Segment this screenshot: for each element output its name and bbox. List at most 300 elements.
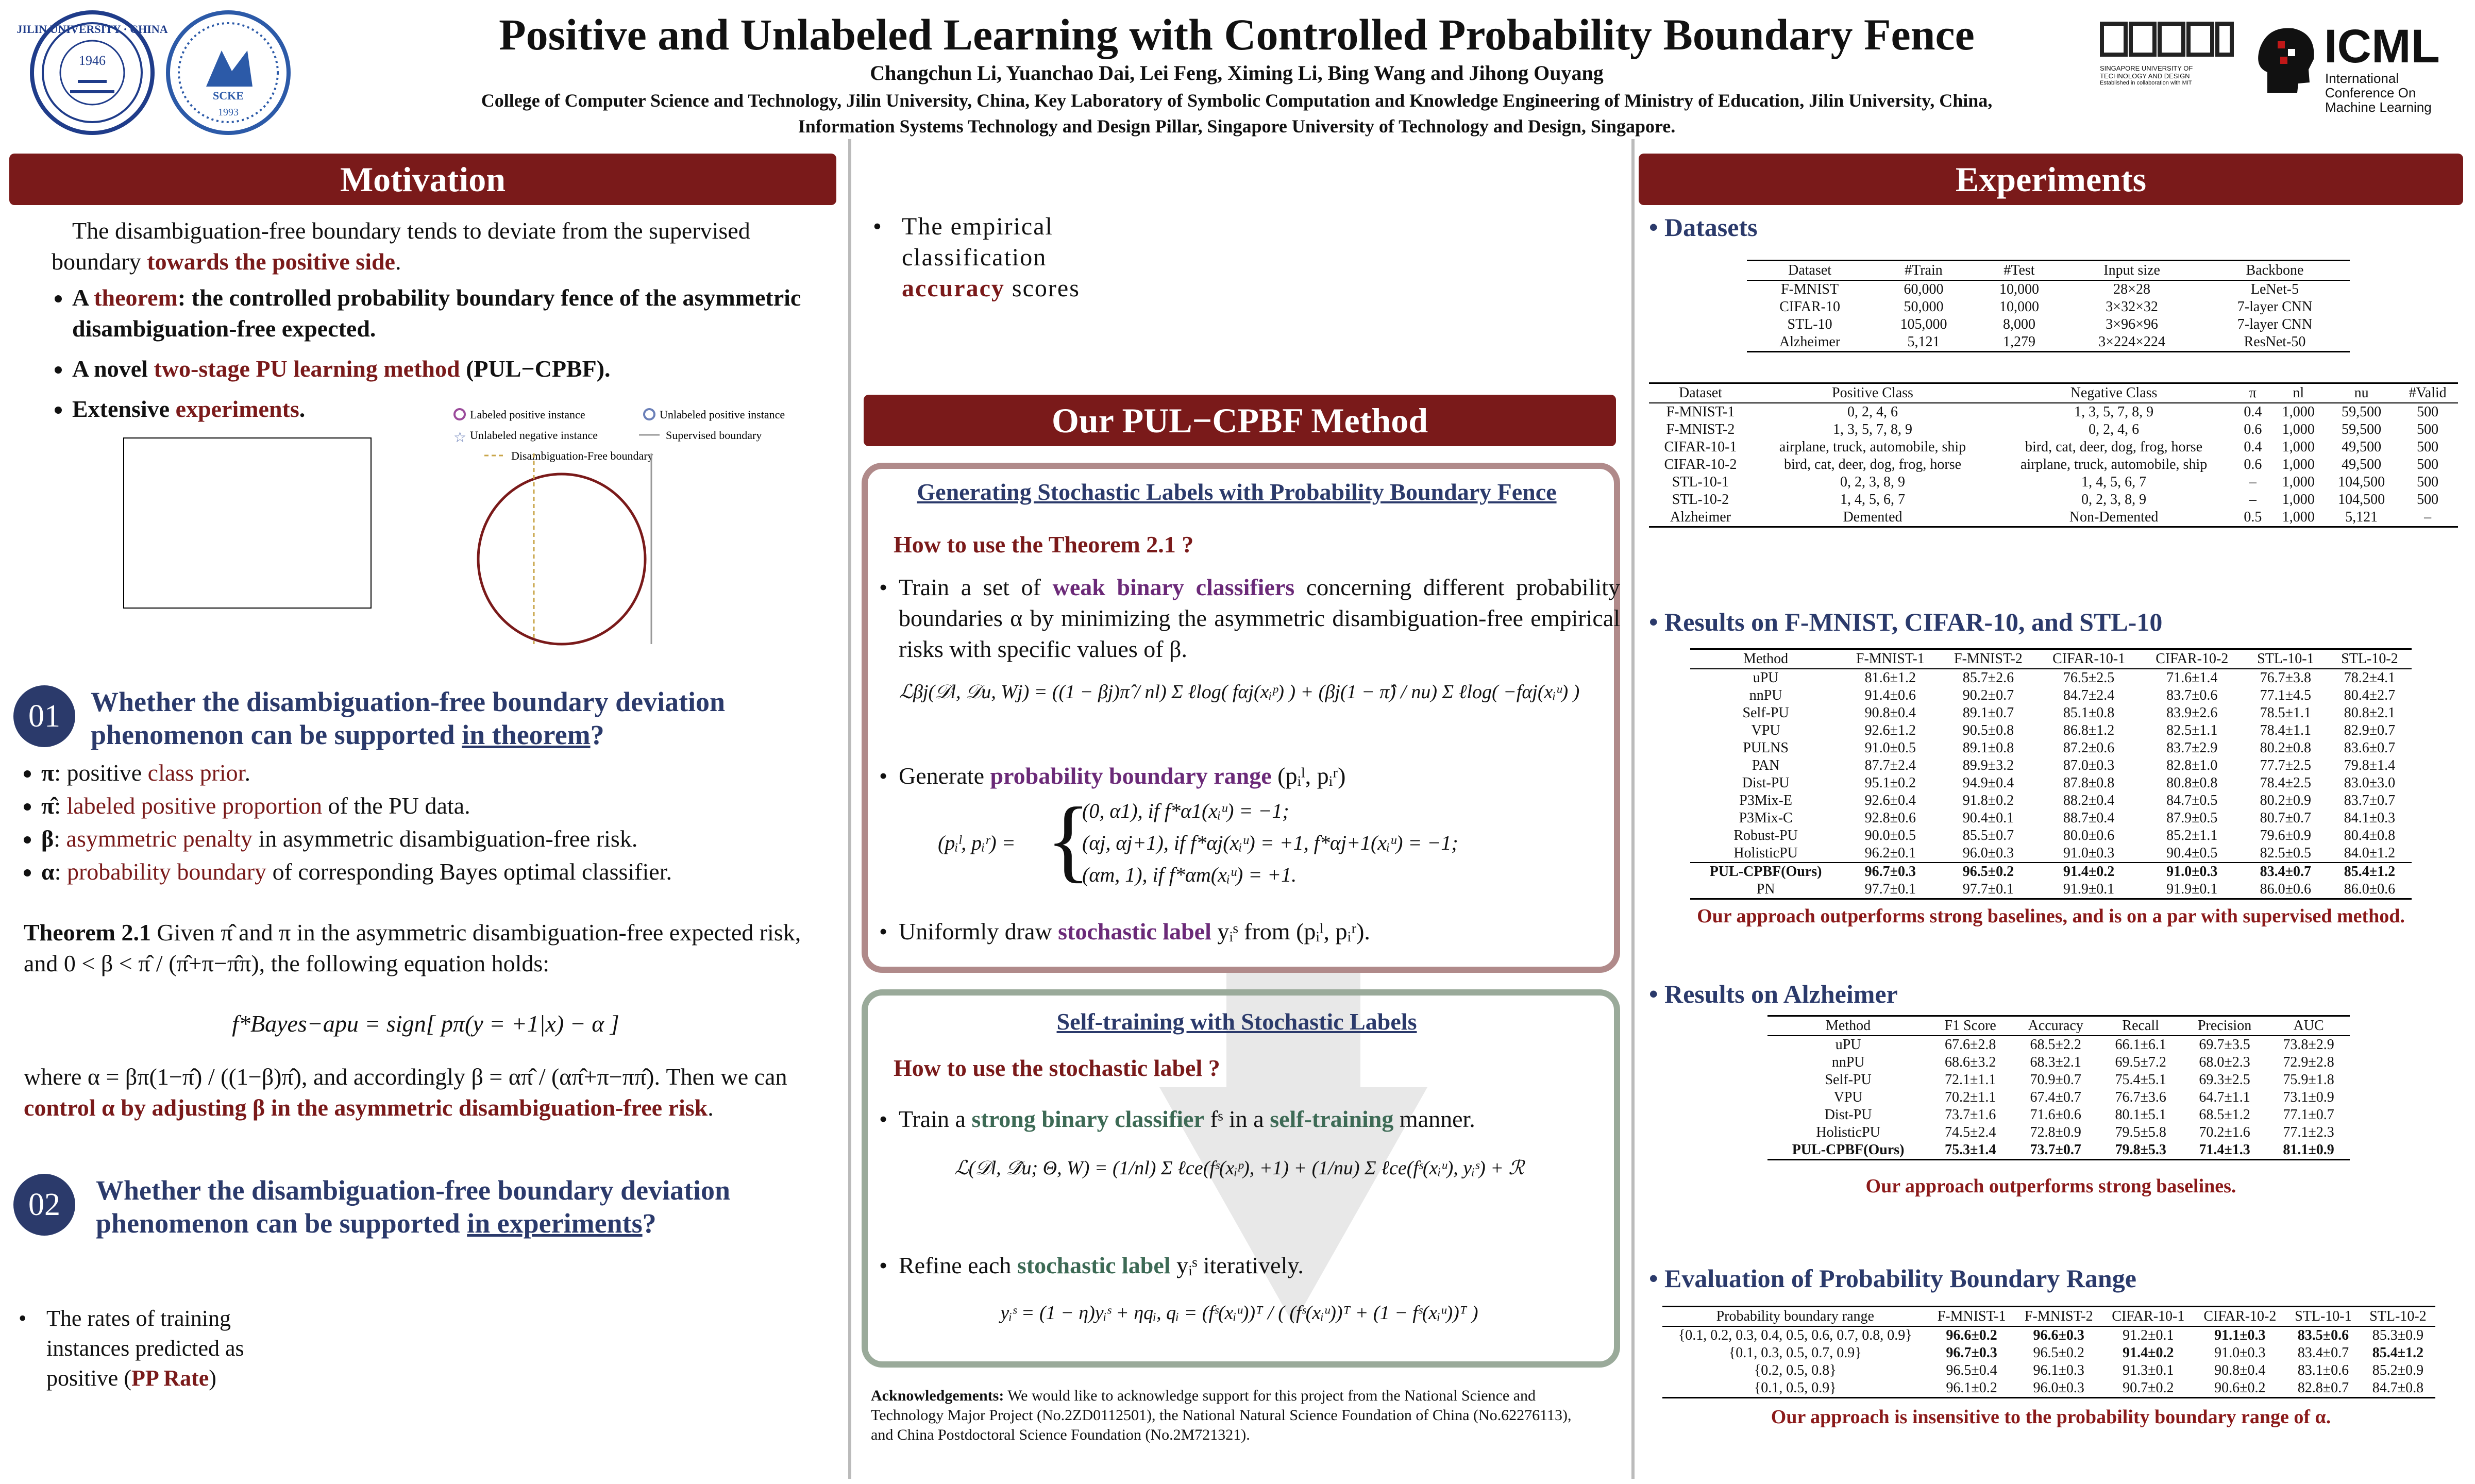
symbol-alpha: • α: probability boundary of corresponding Bayes optimal classifier.: [41, 856, 845, 887]
table-cell: 90.0±0.5: [1864, 828, 1916, 844]
table-cell: 500: [2417, 457, 2439, 473]
table-cell: 0, 2, 3, 8, 9: [1840, 474, 1905, 490]
table-cell: 97.7±0.1: [1841, 881, 1939, 899]
table-row: [1649, 509, 2458, 527]
table-cell: 87.7±2.4: [1864, 757, 1916, 773]
table-cell: 68.0±2.3: [2199, 1054, 2250, 1070]
table-cell: 1,000: [2271, 509, 2326, 527]
table-cell: 84.7±2.4: [2063, 687, 2115, 703]
table-header-row: [1767, 1016, 2350, 1036]
table-cell: 71.6±0.6: [2030, 1107, 2081, 1123]
table-cell: 83.7±0.6: [2166, 687, 2218, 703]
method-heading: Our PUL−CPBF Method: [864, 395, 1616, 446]
results-table: [1690, 648, 2412, 900]
sutd-subtitle: Established in collaboration with MIT: [2100, 80, 2192, 86]
table-cell: F-MNIST-2: [1666, 421, 1735, 437]
table-cell: 76.5±2.5: [2063, 670, 2115, 686]
table-cell: 82.5±1.1: [2166, 722, 2218, 738]
table-cell: 500: [2417, 492, 2439, 508]
cases-lhs: (pᵢˡ, pᵢʳ) =: [938, 831, 1016, 854]
table-cell: 74.5±2.4: [1945, 1124, 1996, 1140]
table-cell: 90.8±0.4: [2214, 1362, 2266, 1378]
table-cell: Self-PU: [1742, 705, 1789, 721]
table-cell: uPU: [1753, 670, 1779, 686]
table-cell: 86.8±1.2: [2063, 722, 2115, 738]
pp-rate-plots: [278, 1252, 845, 1474]
table-cell: 84.7±0.8: [2361, 1379, 2435, 1398]
table-header-cell: Negative Class: [1993, 383, 2234, 403]
table-cell: 1,279: [1975, 333, 2064, 352]
table-header-cell: Accuracy: [2012, 1016, 2099, 1036]
table-row: [1690, 722, 2412, 739]
box2-equation-2: yᵢˢ = (1 − η)yᵢˢ + ηqᵢ, qᵢ = (fˢ(xᵢᵘ))ᵀ / ( (fˢ(xᵢᵘ))ᵀ + (1 − fˢ(xᵢᵘ))ᵀ ): [1000, 1302, 1478, 1324]
table-row: [1662, 1379, 2435, 1398]
table-cell: 69.7±3.5: [2199, 1037, 2250, 1053]
table-cell: 0, 2, 4, 6: [2089, 421, 2140, 437]
legend-unl-neg: Unlabeled negative instance: [470, 429, 598, 442]
table-cell: 79.8±1.4: [2344, 757, 2396, 773]
table-cell: 90.4±0.1: [1962, 810, 2014, 826]
table-cell: 96.6±0.3: [2033, 1327, 2084, 1343]
table-cell: 10,000: [1999, 281, 2039, 297]
table-header-cell: AUC: [2267, 1016, 2350, 1036]
table-cell: 86.0±0.6: [2244, 881, 2328, 899]
table-cell: 91.3±0.1: [2123, 1362, 2174, 1378]
table-cell: 90.6±0.2: [2194, 1379, 2286, 1398]
table-cell: 87.2±0.6: [2063, 740, 2115, 756]
table-cell: Non-Demented: [1993, 509, 2234, 527]
table-row: [1690, 863, 2412, 881]
sutd-logo: [2100, 21, 2234, 98]
scke-logo-year: 1993: [218, 107, 239, 118]
poster-affiliation-1: College of Computer Science and Technology, Jilin University, China, Key Laboratory of Symbolic Computation and Knowledge Engineering of Ministry of Education, Jilin University, China,: [481, 90, 1993, 111]
accuracy-text: • The empirical classification accuracy scores: [873, 213, 1080, 302]
table-header-cell: CIFAR-10-1: [2102, 1307, 2194, 1327]
table-cell: 1, 3, 5, 7, 8, 9: [1832, 421, 1912, 437]
table-cell: 80.2±0.8: [2260, 740, 2312, 756]
table-cell: 73.1±0.9: [2283, 1089, 2334, 1105]
table-cell: 86.0±0.6: [2328, 881, 2412, 899]
table-cell: 500: [2417, 474, 2439, 490]
table-row: [1767, 1106, 2350, 1124]
table-header-row: [1690, 649, 2412, 669]
table-row: [1747, 298, 2350, 316]
table-cell: 84.7±0.5: [2166, 792, 2218, 808]
table-cell: 70.2±1.6: [2199, 1124, 2250, 1140]
table-cell: P3Mix-E: [1739, 792, 1792, 808]
table-cell: 83.0±3.0: [2344, 775, 2396, 791]
legend-unl-neg-icon: ☆: [453, 430, 467, 446]
table-header-cell: F-MNIST-2: [1939, 649, 2037, 669]
table-cell: 3×96×96: [2106, 316, 2158, 332]
table-cell: 80.0±0.6: [2063, 828, 2115, 844]
table-cell: ResNet-50: [2200, 333, 2350, 352]
table-cell: 75.4±5.1: [2115, 1072, 2166, 1088]
symbol-pi: • π: positive class prior.: [41, 757, 845, 788]
table-cell: 85.5±0.7: [1962, 828, 2014, 844]
table-header-cell: STL-10-1: [2244, 649, 2328, 669]
box1-bullet-3: • Uniformly draw stochastic label yᵢˢ from (pᵢˡ, pᵢʳ).: [879, 918, 1370, 945]
table-cell: 75.9±1.8: [2283, 1072, 2334, 1088]
table-cell: 1, 4, 5, 6, 7: [2081, 474, 2147, 490]
table-cell: 85.2±0.9: [2372, 1362, 2424, 1378]
table-cell: 1,000: [2282, 421, 2315, 437]
table-cell: PAN: [1752, 757, 1780, 773]
column-divider-right: [1631, 139, 1635, 1479]
table-cell: 7-layer CNN: [2237, 299, 2313, 315]
cases-brace: {: [1046, 788, 1091, 891]
table-cell: 92.6±1.2: [1864, 722, 1916, 738]
table-cell: 0.6: [2244, 421, 2262, 437]
table-cell: 68.3±2.1: [2030, 1054, 2081, 1070]
table-header-cell: F1 Score: [1929, 1016, 2012, 1036]
table-header-cell: CIFAR-10-2: [2141, 649, 2244, 669]
table-cell: 90.7±0.2: [2102, 1379, 2194, 1398]
table-cell: VPU: [1833, 1089, 1863, 1105]
table-cell: 85.7±2.6: [1962, 670, 2014, 686]
q1-badge: 01: [13, 685, 75, 747]
table-cell: airplane, truck, automobile, ship: [1779, 439, 1966, 455]
case-1: (0, α1), if f*α1(xᵢᵘ) = −1;: [1082, 799, 1289, 822]
table-header-cell: F-MNIST-1: [1928, 1307, 2015, 1327]
table-cell: 78.2±4.1: [2344, 670, 2396, 686]
table-row: [1690, 827, 2412, 845]
legend-labeled-icon: [454, 409, 465, 419]
table-cell: Self-PU: [1825, 1072, 1872, 1088]
table-cell: 78.4±2.5: [2260, 775, 2312, 791]
table-cell: 96.5±0.2: [1962, 864, 2014, 880]
table-cell: 70.9±0.7: [2030, 1072, 2081, 1088]
jilin-logo-year: 1946: [79, 53, 106, 68]
table-cell: 60,000: [1904, 281, 1944, 297]
table-cell: 69.3±2.5: [2199, 1072, 2250, 1088]
table-cell: 0.5: [2234, 509, 2271, 527]
table-cell: 87.8±0.8: [2063, 775, 2115, 791]
table-header-cell: STL-10-2: [2328, 649, 2412, 669]
table-header-cell: Dataset: [1747, 261, 1873, 281]
table-cell: 82.8±1.0: [2166, 757, 2218, 773]
box2-bullet-2: • Refine each stochastic label yᵢˢ iteratively.: [879, 1252, 1304, 1278]
table-cell: 68.5±1.2: [2199, 1107, 2250, 1123]
table-cell: Dist-PU: [1824, 1107, 1872, 1123]
table-cell: 96.5±0.4: [1946, 1362, 1997, 1378]
table-cell: 91.4±0.2: [2063, 864, 2115, 880]
table-cell: 3×32×32: [2106, 299, 2158, 315]
table-cell: 10,000: [1999, 299, 2039, 315]
table-cell: 49,500: [2342, 439, 2382, 455]
table-cell: 83.7±2.9: [2166, 740, 2218, 756]
scke-seal-icon: [170, 14, 287, 131]
q2-badge: 02: [13, 1174, 75, 1236]
table-cell: 85.2±1.1: [2166, 828, 2218, 844]
table-cell: 59,500: [2342, 404, 2382, 420]
theorem-text: Given π̂ and π in the asymmetric disambiguation-free expected risk, and 0 < β < π̂ / (π̂+π−π̂π), the following equation holds:: [24, 919, 801, 976]
table-cell: 91.9±0.1: [2141, 881, 2244, 899]
table-cell: 89.1±0.8: [1962, 740, 2014, 756]
table-cell: 85.4±1.2: [2344, 864, 2396, 880]
datasets-table: [1747, 260, 2350, 352]
sutd-wordmark-icon: [2100, 21, 2234, 62]
acknowledgements: Acknowledgements: We would like to acknowledge support for this project from the National Science and Technology Major Project (No.2ZD0112501), the National Natural Science Foundation of China (No.62276113), and China Postdoctoral Science Foundation (No.2M721321).: [871, 1387, 1572, 1443]
table-header-cell: Method: [1690, 649, 1841, 669]
table-cell: 89.9±3.2: [1962, 757, 2014, 773]
table-cell: 95.1±0.2: [1864, 775, 1916, 791]
table-cell: airplane, truck, automobile, ship: [2020, 457, 2208, 473]
table-header-cell: #Train: [1873, 261, 1975, 281]
datasets-title: • Datasets: [1649, 213, 1758, 242]
table-cell: PUL-CPBF(Ours): [1709, 864, 1822, 880]
table-row: [1767, 1054, 2350, 1071]
table-cell: 0.6: [2244, 457, 2262, 473]
table-cell: 96.1±0.3: [2033, 1362, 2084, 1378]
theorem-where: where α = βπ(1−π̂) / ((1−β)π̂), and accordingly β = απ̂ / (απ̂+π−ππ̂). Then we can control α by adjusting β in the asymmetric disambiguation-free risk.: [24, 1064, 787, 1121]
table-cell: 83.7±0.7: [2344, 792, 2396, 808]
table-header-cell: F-MNIST-1: [1841, 649, 1939, 669]
table-cell: 28×28: [2113, 281, 2150, 297]
table-cell: 77.7±2.5: [2260, 757, 2312, 773]
table-cell: 96.0±0.3: [1939, 845, 2037, 863]
table-cell: 85.1±0.8: [2063, 705, 2115, 721]
alzheimer-title: • Results on Alzheimer: [1649, 980, 1898, 1008]
bullet-experiments: • Extensive experiments.: [72, 394, 814, 425]
table-cell: STL-10-2: [1672, 492, 1729, 508]
table-row: [1662, 1344, 2435, 1362]
table-cell: {0.1, 0.5, 0.9}: [1662, 1379, 1928, 1398]
q2-title: Whether the disambiguation-free boundary deviation phenomenon can be supported in experiments?: [96, 1175, 731, 1239]
poster-authors: Changchun Li, Yuanchao Dai, Lei Feng, Ximing Li, Bing Wang and Jihong Ouyang: [870, 61, 1604, 85]
table-cell: PULNS: [1743, 740, 1789, 756]
table-cell: 90.8±0.4: [1864, 705, 1916, 721]
table-row: [1662, 1326, 2435, 1344]
table-cell: 90.4±0.5: [2141, 845, 2244, 863]
table-row: [1767, 1089, 2350, 1106]
table-cell: 80.8±2.1: [2344, 705, 2396, 721]
table-row: [1690, 810, 2412, 827]
table-cell: 1,000: [2282, 404, 2315, 420]
table-cell: 76.7±3.8: [2260, 670, 2312, 686]
table-cell: 80.4±2.7: [2344, 687, 2396, 703]
table-row: [1690, 774, 2412, 792]
table-cell: 81.6±1.2: [1864, 670, 1916, 686]
table-cell: 84.1±0.3: [2344, 810, 2396, 826]
legend-unl-pos-icon: [644, 409, 654, 419]
table-cell: 68.5±2.2: [2030, 1037, 2081, 1053]
table-row: [1649, 474, 2458, 491]
table-cell: 77.1±4.5: [2260, 687, 2312, 703]
table-header-row: [1662, 1307, 2435, 1327]
table-cell: 75.3±1.4: [1929, 1141, 2012, 1160]
table-cell: 5,121: [2326, 509, 2397, 527]
jilin-university-logo: [16, 10, 168, 135]
range-caption: Our approach is insensitive to the probability boundary range of α.: [1771, 1406, 2331, 1428]
table-cell: 90.2±0.7: [1962, 687, 2014, 703]
table-cell: LeNet-5: [2250, 281, 2299, 297]
table-cell: 85.3±0.9: [2372, 1327, 2424, 1343]
table-row: [1747, 333, 2350, 352]
table-cell: 49,500: [2342, 457, 2382, 473]
table-cell: 500: [2417, 404, 2439, 420]
table-cell: 83.5±0.6: [2297, 1327, 2349, 1343]
intro-text-b: towards the positive side: [147, 248, 395, 275]
table-cell: P3Mix-C: [1739, 810, 1793, 826]
jilin-logo-text: JILIN UNIVERSITY · CHINA: [16, 23, 168, 36]
table-cell: 64.7±1.1: [2199, 1089, 2250, 1105]
table-cell: 83.4±0.7: [2297, 1345, 2349, 1361]
table-header-cell: STL-10-1: [2286, 1307, 2361, 1327]
table-cell: VPU: [1751, 722, 1780, 738]
sutd-name: SINGAPORE UNIVERSITY OF TECHNOLOGY AND DESIGN: [2100, 64, 2193, 80]
table-header-cell: Positive Class: [1752, 383, 1993, 403]
table-cell: 69.5±7.2: [2115, 1054, 2166, 1070]
table-row: [1747, 316, 2350, 333]
theorem-label: Theorem 2.1: [24, 919, 151, 946]
table-cell: bird, cat, deer, dog, frog, horse: [1783, 457, 1962, 473]
table-cell: 71.4±1.3: [2182, 1141, 2267, 1160]
table-cell: 82.9±0.7: [2344, 722, 2396, 738]
box2-equation-1: ℒ(𝒟l, 𝒟̂u; Θ, W) = (1/nl) Σ ℓce(fˢ(xᵢᵖ), +1) + (1/nu) Σ ℓce(fˢ(xᵢᵘ), yᵢˢ) + ℛ: [954, 1157, 1524, 1179]
legend-sup: Supervised boundary: [666, 429, 762, 442]
theorem-equation: f*Bayes−apu = sign[ pπ(y = +1|x) − α ]: [232, 1010, 619, 1037]
table-cell: –: [2249, 474, 2257, 490]
table-cell: 77.1±0.7: [2283, 1107, 2334, 1123]
box2-bullet-1: • Train a strong binary classifier fˢ in a self-training manner.: [879, 1106, 1475, 1132]
table-cell: Robust-PU: [1733, 828, 1798, 844]
table-cell: 83.4±0.7: [2260, 864, 2312, 880]
box2-question: How to use the stochastic label ?: [894, 1055, 1220, 1081]
table-cell: 66.1±6.1: [2115, 1037, 2166, 1053]
table-header-row: [1649, 383, 2458, 403]
scke-logo: [166, 10, 291, 135]
table-cell: {0.2, 0.5, 0.8}: [1754, 1362, 1837, 1378]
table-cell: Alzheimer: [1649, 509, 1752, 527]
table-row: [1690, 669, 2412, 687]
table-cell: 87.9±0.5: [2166, 810, 2218, 826]
table-row: [1649, 403, 2458, 421]
scke-logo-text: SCKE: [213, 89, 244, 102]
table-cell: 80.2±0.9: [2260, 792, 2312, 808]
range-title: • Evaluation of Probability Boundary Range: [1649, 1264, 2136, 1293]
table-cell: 92.6±0.4: [1864, 792, 1916, 808]
table-header-cell: Recall: [2099, 1016, 2182, 1036]
table-header-cell: Precision: [2182, 1016, 2267, 1036]
table-cell: 85.4±1.2: [2372, 1345, 2424, 1361]
pp-chart-frame: [124, 438, 371, 608]
table-header-cell: π: [2234, 383, 2271, 403]
table-row: [1690, 792, 2412, 810]
table-cell: 3×224×224: [2064, 333, 2200, 352]
box1-bullet-2: • Generate probability boundary range (pᵢˡ, pᵢʳ): [879, 763, 1346, 789]
table-cell: 91.0±0.3: [2166, 864, 2218, 880]
table-row: [1690, 757, 2412, 774]
table-cell: CIFAR-10-2: [1664, 457, 1737, 473]
poster-title: Positive and Unlabeled Learning with Controlled Probability Boundary Fence: [499, 10, 1975, 59]
table-cell: 67.4±0.7: [2030, 1089, 2081, 1105]
table-cell: 80.1±5.1: [2115, 1107, 2166, 1123]
box1-equation-1: ℒβj(𝒟l, 𝒟u, Wj) = ((1 − βj)π̂ / nl) Σ ℓlog( fαj(xᵢᵖ) ) + (βj(1 − π̂) / nu) Σ ℓlog( −fαj(xᵢᵘ) ): [899, 681, 1580, 703]
table-row: [1690, 704, 2412, 722]
table-cell: 91.4±0.2: [2123, 1345, 2174, 1361]
table-cell: 96.0±0.3: [2015, 1379, 2102, 1398]
table-cell: 1,000: [2282, 457, 2315, 473]
table-cell: 83.6±0.7: [2344, 740, 2396, 756]
table-cell: 82.8±0.7: [2286, 1379, 2361, 1398]
table-cell: nnPU: [1749, 687, 1782, 703]
alzheimer-table: [1767, 1015, 2350, 1160]
table-cell: {0.1, 0.2, 0.3, 0.4, 0.5, 0.6, 0.7, 0.8, 0.9}: [1678, 1327, 1912, 1343]
table-cell: 72.1±1.1: [1945, 1072, 1996, 1088]
icml-head-icon: [2252, 21, 2319, 98]
theorem-2-1: [24, 917, 828, 979]
table-header-cell: nl: [2271, 383, 2326, 403]
table-cell: 90.5±0.8: [1962, 722, 2014, 738]
table-cell: 83.1±0.6: [2297, 1362, 2349, 1378]
table-cell: 88.2±0.4: [2063, 792, 2115, 808]
table-cell: 91.8±0.2: [1962, 792, 2014, 808]
table-cell: 96.1±0.2: [1928, 1379, 2015, 1398]
table-cell: 80.8±0.8: [2166, 775, 2218, 791]
table-row: [1690, 845, 2412, 863]
q1-symbol-list: [15, 757, 845, 889]
legend-labeled: Labeled positive instance: [470, 408, 585, 421]
table-row: [1690, 687, 2412, 704]
accuracy-plots: [1092, 155, 1628, 371]
table-cell: STL-10: [1787, 316, 1832, 332]
table-header-cell: Input size: [2064, 261, 2200, 281]
q1-title: Whether the disambiguation-free boundary deviation phenomenon can be supported in theorem?: [91, 686, 726, 750]
column-divider-left: [848, 139, 851, 1479]
legend-unl-pos: Unlabeled positive instance: [660, 408, 785, 421]
table-cell: 77.1±2.3: [2283, 1124, 2334, 1140]
table-row: [1690, 739, 2412, 757]
table-cell: 92.8±0.6: [1864, 810, 1916, 826]
table-cell: 96.6±0.2: [1946, 1327, 1997, 1343]
table-cell: 72.8±0.9: [2030, 1124, 2081, 1140]
table-cell: 91.0±0.3: [2038, 845, 2141, 863]
table-cell: 76.7±3.6: [2115, 1089, 2166, 1105]
table-cell: 73.8±2.9: [2283, 1037, 2334, 1053]
table-cell: bird, cat, deer, dog, frog, horse: [2025, 439, 2203, 455]
table-row: [1767, 1141, 2350, 1160]
table-cell: 67.6±2.8: [1945, 1037, 1996, 1053]
symbol-pi-hat: • π̂: labeled positive proportion of the PU data.: [41, 790, 845, 821]
table-cell: 84.0±1.2: [2328, 845, 2412, 863]
table-cell: 96.2±0.1: [1841, 845, 1939, 863]
table-cell: 87.0±0.3: [2063, 757, 2115, 773]
table-cell: 91.4±0.6: [1864, 687, 1916, 703]
table-cell: nnPU: [1831, 1054, 1865, 1070]
table-cell: 88.7±0.4: [2063, 810, 2115, 826]
table-cell: 96.5±0.2: [2033, 1345, 2084, 1361]
table-cell: 1,000: [2282, 439, 2315, 455]
table-cell: 0, 2, 4, 6: [1847, 404, 1898, 420]
table-cell: –: [2397, 509, 2458, 527]
table-cell: 5,121: [1873, 333, 1975, 352]
table-cell: STL-10-1: [1672, 474, 1729, 490]
results-title: • Results on F-MNIST, CIFAR-10, and STL-10: [1649, 608, 2163, 636]
symbol-beta: • β: asymmetric penalty in asymmetric disambiguation-free risk.: [41, 823, 845, 854]
pp-rate-chart: [82, 428, 392, 644]
table-cell: 79.8±5.3: [2099, 1141, 2182, 1160]
table-cell: 91.1±0.3: [2214, 1327, 2266, 1343]
table-cell: CIFAR-10-1: [1664, 439, 1737, 455]
case-2: (αj, αj+1), if f*αj(xᵢᵘ) = +1, f*αj+1(xᵢᵘ) = −1;: [1082, 831, 1458, 854]
boundary-illustration: [443, 402, 824, 649]
positive-region-ellipse: [478, 474, 645, 644]
box1-question: How to use the Theorem 2.1 ?: [894, 531, 1194, 558]
table-cell: 96.7±0.3: [1864, 864, 1916, 880]
table-cell: CIFAR-10: [1779, 299, 1840, 315]
table-cell: {0.1, 0.3, 0.5, 0.7, 0.9}: [1728, 1345, 1862, 1361]
